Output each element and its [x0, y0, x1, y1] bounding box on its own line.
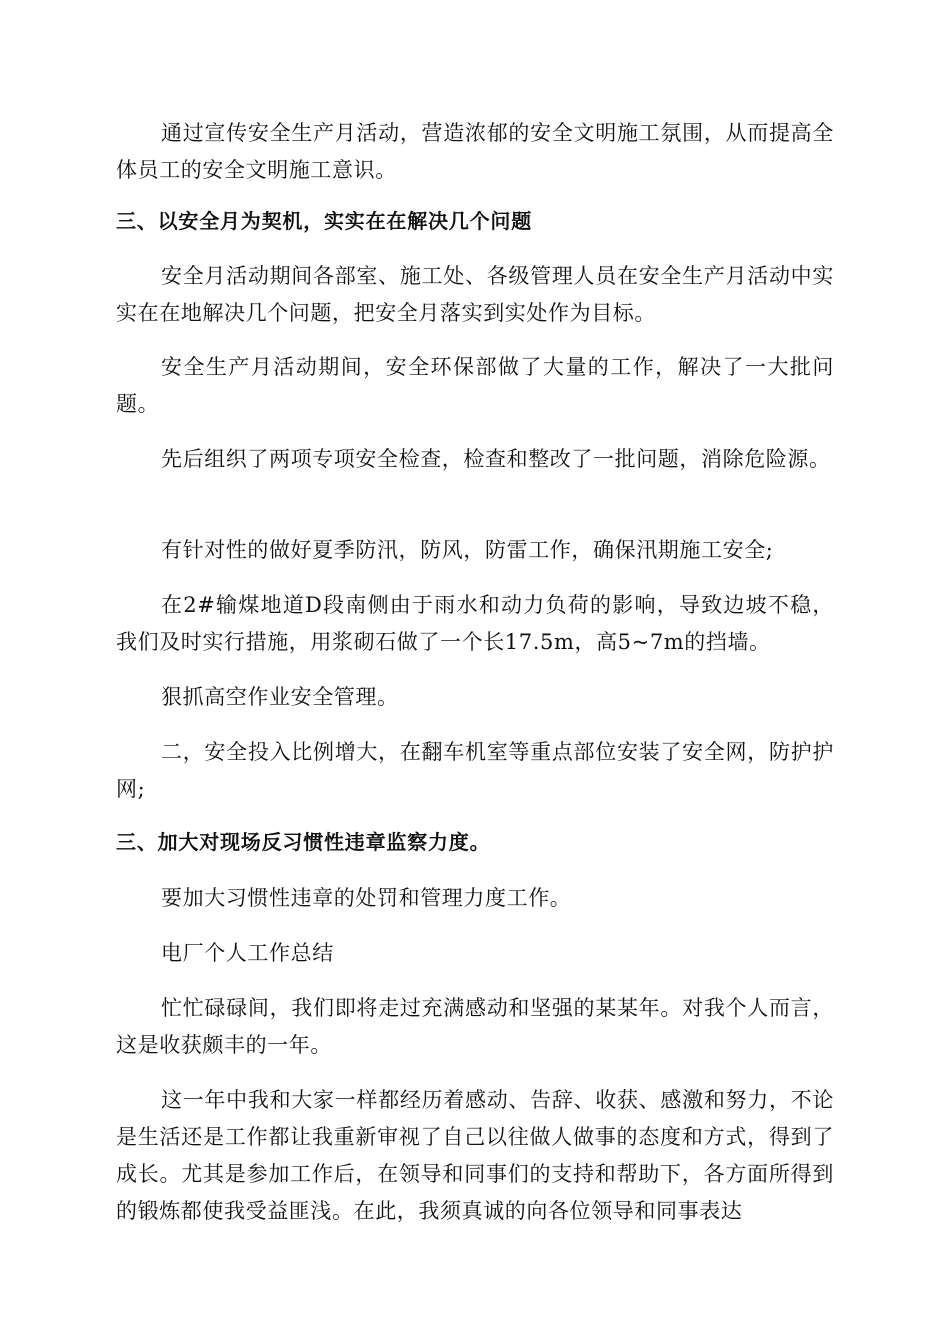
paragraph-flood-prevention: 有针对性的做好夏季防汛，防风，防雷工作，确保汛期施工安全;	[161, 538, 774, 562]
paragraph-publicity: 通过宣传安全生产月活动，营造浓郁的安全文明施工氛围，从而提高全体员工的安全文明施工意识。	[116, 121, 834, 182]
paragraph-env-dept: 安全生产月活动期间，安全环保部做了大量的工作，解决了一大批问题。	[116, 355, 834, 416]
paragraph-departments: 安全月活动期间各部室、施工处、各级管理人员在安全生产月活动中实实在在地解决几个问题，把安全月落实到实处作为目标。	[116, 264, 834, 325]
paragraph-height-work: 狠抓高空作业安全管理。	[161, 685, 399, 709]
section-heading-safety-month: 三、以安全月为契机，实实在在解决几个问题	[116, 209, 532, 233]
paragraph-year-intro: 忙忙碌碌间，我们即将走过充满感动和坚强的某某年。对我个人而言，这是收获颇丰的一年。	[116, 996, 834, 1057]
paragraph-safety-investment: 二，安全投入比例增大，在翻车机室等重点部位安装了安全网，防护护网;	[116, 740, 834, 801]
paragraph-year-reflection: 这一年中我和大家一样都经历着感动、告辞、收获、感激和努力，不论是生活还是工作都让我重新审视了自己以往做人做事的态度和方式，得到了成长。尤其是参加工作后，在领导和同事们的支持和帮助下，各方面所得到的锻炼都使我受益匪浅。在此，我须真诚的向各位领导和同事表达	[116, 1088, 834, 1223]
document-title-summary: 电厂个人工作总结	[161, 941, 334, 965]
paragraph-penalties: 要加大习惯性违章的处罚和管理力度工作。	[161, 886, 572, 910]
section-heading-violations: 三、加大对现场反习惯性违章监察力度。	[116, 830, 491, 854]
paragraph-inspections: 先后组织了两项专项安全检查，检查和整改了一批问题，消除危险源。	[161, 447, 831, 471]
paragraph-retaining-wall: 在2#输煤地道D段南侧由于雨水和动力负荷的影响，导致边坡不稳，我们及时实行措施，用浆砌石做了一个长17.5m，高5~7m的挡墙。	[116, 593, 834, 654]
